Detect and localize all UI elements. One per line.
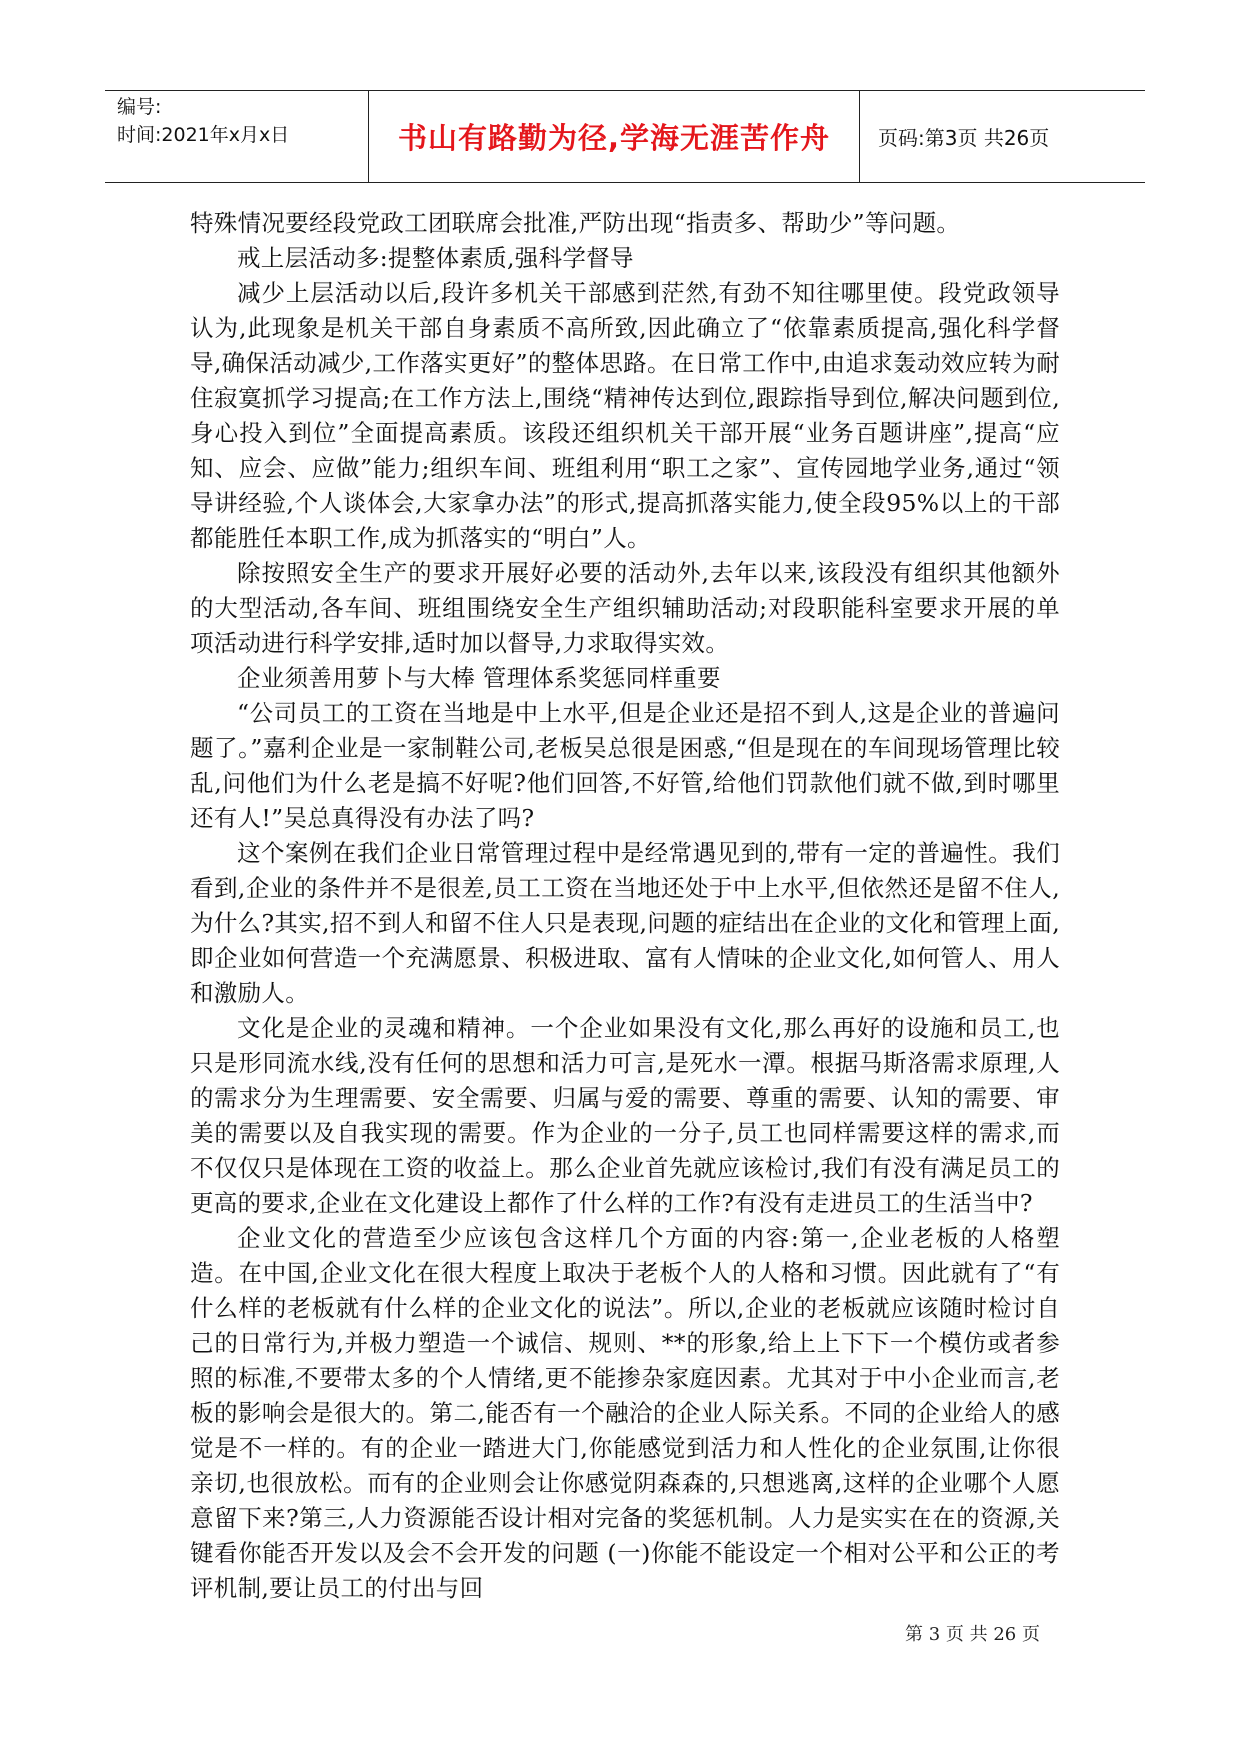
paragraph: 企业文化的营造至少应该包含这样几个方面的内容:第一,企业老板的人格塑造。在中国,企业文化在很大程度上取决于老板个人的人格和习惯。因此就有了“有什么样的老板就有什么样的企业文化的说法”。所以,企业的老板就应该随时检讨自己的日常行为,并极力塑造一个诚信、规则、**的形象,给上上下下一个模仿或者参照的标准,不要带太多的个人情绪,更不能掺杂家庭因素。尤其对于中小企业而言,老板的影响会是很大的。第二,能否有一个融洽的企业人际关系。不同的企业给人的感觉是不一样的。有的企业一踏进大门,你能感觉到活力和人性化的企业氛围,让你很亲切,也很放松。而有的企业则会让你感觉阴森森的,只想逃离,这样的企业哪个人愿意留下来?第三,人力资源能否设计相对完备的奖惩机制。人力是实实在在的资源,关键看你能否开发以及会不会开发的问题 (一)你能不能设定一个相对公平和公正的考评机制,要让员工的付出与回: [190, 1224, 1061, 1602]
header-motto: [369, 91, 860, 182]
paragraph: 文化是企业的灵魂和精神。一个企业如果没有文化,那么再好的设施和员工,也只是形同流水线,没有任何的思想和活力可言,是死水一潭。根据马斯洛需求原理,人的需求分为生理需要、安全需要、归属与爱的需要、尊重的需要、认知的需要、审美的需要以及自我实现的需要。作为企业的一分子,员工也同样需要这样的需求,而不仅仅只是体现在工资的收益上。那么企业首先就应该检讨,我们有没有满足员工的更高的要求,企业在文化建设上都作了什么样的工作?有没有走进员工的生活当中?: [190, 1014, 1060, 1217]
document-time: 时间:2021年x月x日: [117, 124, 290, 146]
paragraph: 这个案例在我们企业日常管理过程中是经常遇见到的,带有一定的普遍性。我们看到,企业的条件并不是很差,员工工资在当地还处于中上水平,但依然还是留不住人,为什么?其实,招不到人和留不住人只是表现,问题的症结出在企业的文化和管理上面,即企业如何营造一个充满愿景、积极进取、富有人情味的企业文化,如何管人、用人和激励人。: [190, 839, 1060, 1007]
paragraph: 除按照安全生产的要求开展好必要的活动外,去年以来,该段没有组织其他额外的大型活动,各车间、班组围绕安全生产组织辅助活动;对段职能科室要求开展的单项活动进行科学安排,适时加以督导,力求取得实效。: [190, 559, 1060, 657]
paragraph: 减少上层活动以后,段许多机关干部感到茫然,有劲不知往哪里使。段党政领导认为,此现象是机关干部自身素质不高所致,因此确立了“依靠素质提高,强化科学督导,确保活动减少,工作落实更好”的整体思路。在日常工作中,由追求轰动效应转为耐住寂寞抓学习提高;在工作方法上,围绕“精神传达到位,跟踪指导到位,解决问题到位,身心投入到位”全面提高素质。该段还组织机关干部开展“业务百题讲座”,提高“应知、应会、应做”能力;组织车间、班组利用“职工之家”、宣传园地学业务,通过“领导讲经验,个人谈体会,大家拿办法”的形式,提高抓落实能力,使全段95%以上的干部都能胜任本职工作,成为抓落实的“明白”人。: [190, 279, 1060, 552]
page-footer: [905, 1620, 1040, 1646]
footer-page-number: 第 3 页 共 26 页: [905, 1624, 1040, 1645]
section-heading: 戒上层活动多:提整体素质,强科学督导: [237, 244, 634, 272]
section-heading: 企业须善用萝卜与大棒 管理体系奖惩同样重要: [237, 664, 721, 692]
paragraph: 特殊情况要经段党政工团联席会批准,严防出现“指责多、帮助少”等问题。: [190, 209, 961, 237]
document-number-label: 编号:: [117, 96, 162, 118]
document-body: [190, 206, 1060, 1606]
header-meta: [105, 91, 369, 182]
page-code-text: 页码:第3页 共26页: [878, 126, 1050, 150]
paragraph: “公司员工的工资在当地是中上水平,但是企业还是招不到人,这是企业的普遍问题了。”嘉利企业是一家制鞋公司,老板吴总很是困惑,“但是现在的车间现场管理比较乱,问他们为什么老是搞不好呢?他们回答,不好管,给他们罚款他们就不做,到时哪里还有人!”吴总真得没有办法了吗?: [190, 699, 1060, 832]
page-header: [105, 90, 1145, 183]
header-page-code: [860, 91, 1145, 182]
motto-text: 书山有路勤为径,学海无涯苦作舟: [397, 121, 831, 155]
